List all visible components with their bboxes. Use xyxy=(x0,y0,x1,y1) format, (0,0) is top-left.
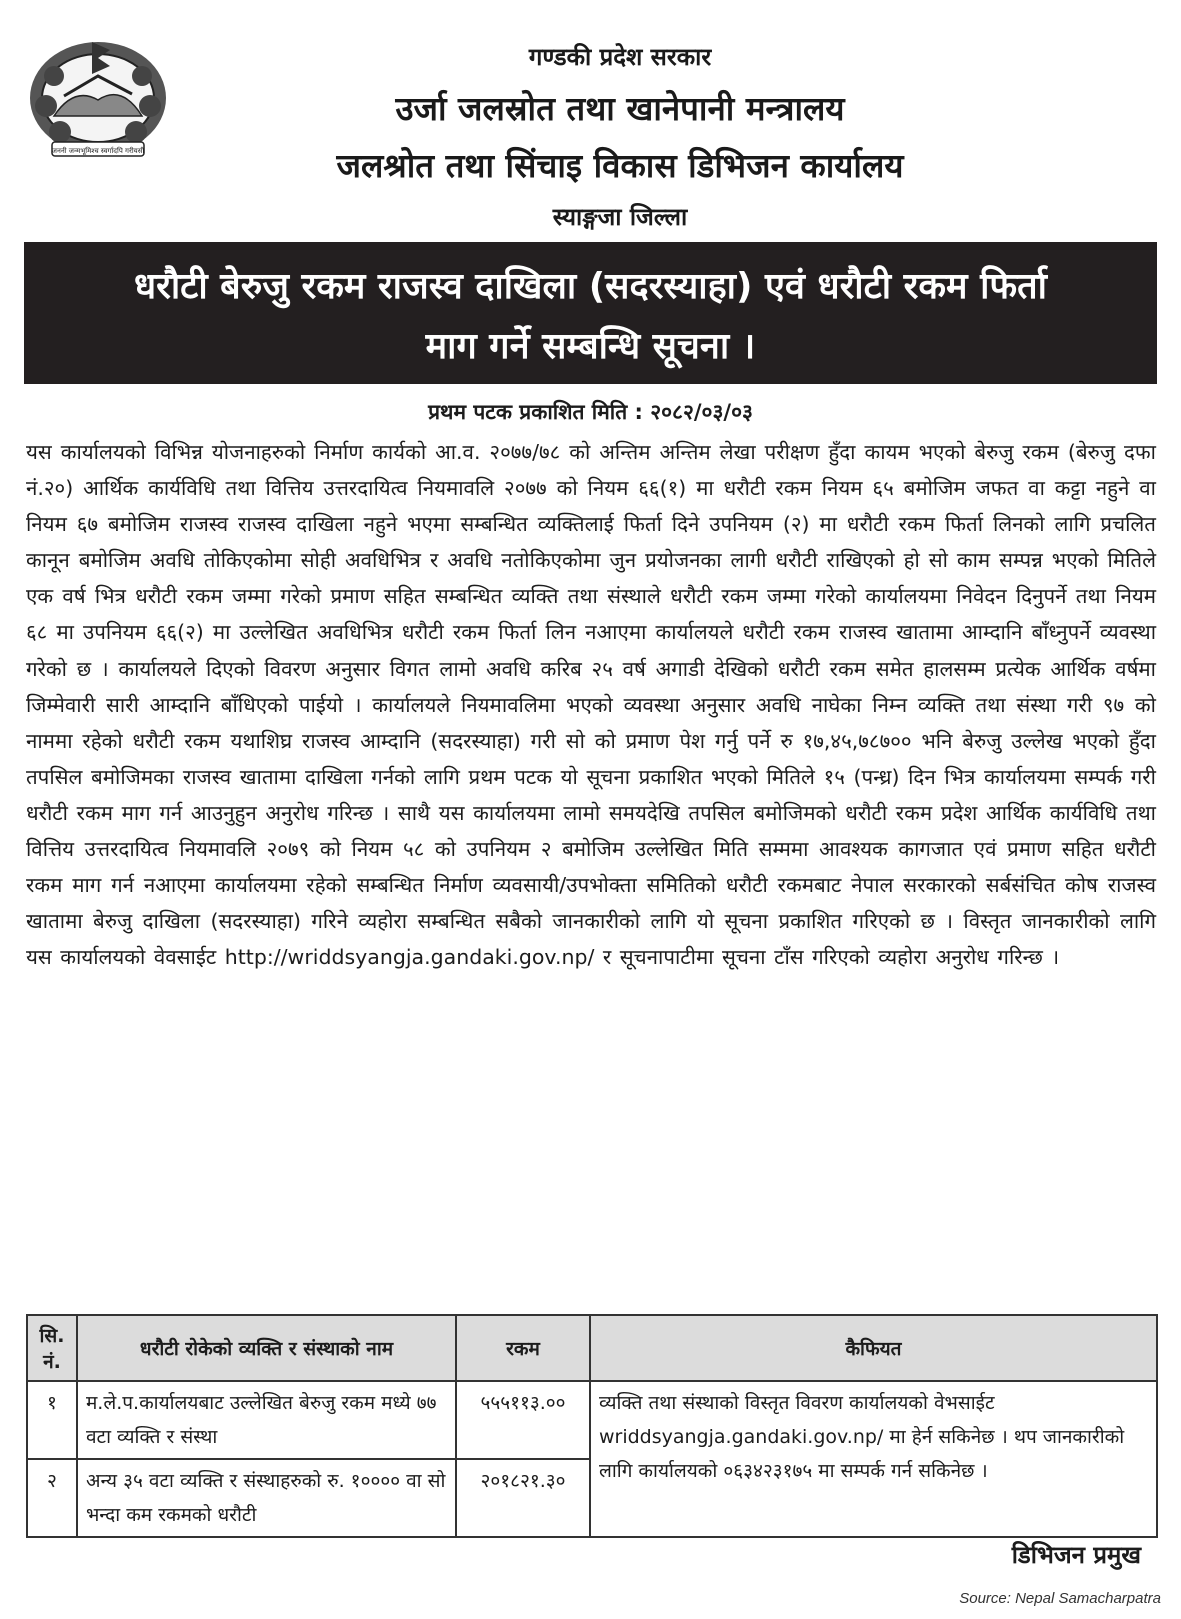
cell-amount: ५५५११३.०० xyxy=(456,1381,590,1459)
ministry-name: उर्जा जलस्रोत तथा खानेपानी मन्त्रालय xyxy=(395,89,845,128)
table-header-row xyxy=(27,1315,1157,1381)
nepal-government-emblem-icon xyxy=(24,36,172,164)
notice-body: यस कार्यालयको विभिन्न योजनाहरुको निर्माण कार्यको आ.व. २०७७/७८ को अन्तिम अन्तिम लेखा परीक्षण हुँदा कायम भएको बेरुजु रकम (बेरुजु दफा नं.२०) आर्थिक कार्यविधि तथा वित्तिय उत्तरदायित्व नियमावलि २०७७ को नियम ६६(१) मा धरौटी रकम नियम ६५ बमोजिम जफत वा कट्टा नहुने वा नियम ६७ बमोजिम राजस्व राजस्व दाखिला नहुने भएमा सम्बन्धित व्यक्तिलाई फिर्ता दिने उपनियम (२) मा धरौटी रकम फिर्ता लिनको लागि प्रचलित कानून बमोजिम अवधि तोकिएकोमा सोही अवधिभित्र र अवधि नतोकिएकोमा जुन प्रयोजनका लागी धरौटी राखिएको हो सो काम सम्पन्न भएको मितिले एक वर्ष भित्र धरौटी रकम जम्मा गरेको प्रमाण सहित सम्बन्धित व्यक्ति तथा संस्थाले धरौटी रकम जम्मा गरेको कार्यालयमा निवेदन दिनुपर्ने तथा नियम ६८ मा उपनियम ६६(२) मा उल्लेखित अवधिभित्र धरौटी रकम फिर्ता लिन नआएमा कार्यालयले धरौटी रकम राजस्व खातामा आम्दानि बाँध्नुपर्ने व्यवस्था गरेको छ । कार्यालयले दिएको विवरण अनुसार विगत लामो अवधि करिब २५ वर्ष अगाडी देखिको धरौटी रकम समेत हालसम्म प्रत्येक आर्थिक वर्षमा जिम्मेवारी सारी आम्दानि बाँधिएको पाईयो । कार्यालयले नियमावलिमा भएको व्यवस्था अनुसार अवधि नाघेका निम्न व्यक्ति तथा संस्था गरी ९७ को नाममा रहेको धरौटी रकम यथाशिघ्र राजस्व आम्दानि (सदरस्याहा) गरी सो को प्रमाण पेश गर्नु पर्ने रु १७,४५,७८७०० भनि बेरुजु उल्लेख भएको हुँदा तपसिल बमोजिमका राजस्व खातामा दाखिला गर्नको लागि प्रथम पटक यो सूचना प्रकाशित भएको मितिले १५ (पन्ध्र) दिन भित्र कार्यालयमा सम्पर्क गरी धरौटी रकम माग गर्न आउनुहुन अनुरोध गरिन्छ । साथै यस कार्यालयमा लामो समयदेखि तपसिल बमोजिमको धरौटी रकम प्रदेश आर्थिक कार्यविधि तथा वित्तिय उत्तरदायित्व नियमावलि २०७९ को नियम ५८ को उपनियम २ बमोजिम उल्लेखित मिति सम्ममा आवश्यक कागजात एवं प्रमाण सहित धरौटी रकम माग गर्न नआएमा कार्यालयमा रहेको सम्बन्धित निर्माण व्यवसायी/उपभोक्ता समितिको धरौटी रकमबाट नेपाल सरकारको सर्बसंचित कोष राजस्व खातामा बेरुजु दाखिला (सदरस्याहा) गरिने व्यहोरा सम्बन्धित सबैको जानकारीको लागि यो सूचना प्रकाशित गरिएको छ । विस्तृत जानकारीको लागि यस कार्यालयको वेवसाईट http://wriddsyangja.gandaki.gov.np/ र सूचनापाटीमा सूचना टाँस गरिएको व्यहोरा अनुरोध गरिन्छ । xyxy=(26,440,1156,970)
publication-date: प्रथम पटक प्रकाशित मिति : २०८२/०३/०३ xyxy=(428,400,753,424)
notice-title-line2: माग गर्ने सम्बन्धि सूचना । xyxy=(425,326,756,367)
source-credit: Source: Nepal Samacharpatra xyxy=(959,1590,1161,1607)
government-name: गण्डकी प्रदेश सरकार xyxy=(528,43,712,71)
district-name: स्याङ्गजा जिल्ला xyxy=(552,203,688,231)
deposit-table xyxy=(26,1314,1158,1538)
cell-remarks: व्यक्ति तथा संस्थाको विस्तृत विवरण कार्यालयको वेभसाईट wriddsyangja.gandaki.gov.np/ मा हेर्न सकिनेछ । थप जानकारीको लागि कार्यालयको ०६३४२३१७५ मा सम्पर्क गर्न सकिनेछ । xyxy=(590,1381,1157,1537)
notice-title-line1: धरौटी बेरुजु रकम राजस्व दाखिला (सदरस्याहा) एवं धरौटी रकम फिर्ता xyxy=(133,266,1047,307)
cell-name: म.ले.प.कार्यालयबाट उल्लेखित बेरुजु रकम मध्ये ७७ वटा व्यक्ति र संस्था xyxy=(77,1381,456,1459)
cell-name: अन्य ३५ वटा व्यक्ति र संस्थाहरुको रु. १०००० वा सो भन्दा कम रकमको धरौटी xyxy=(77,1459,456,1537)
notice-title-banner xyxy=(24,242,1157,384)
table-row xyxy=(27,1381,1157,1459)
header-name: धरौटी रोकेको व्यक्ति र संस्थाको नाम xyxy=(77,1315,456,1381)
header-serial: सि. नं. xyxy=(27,1315,77,1381)
cell-amount: २०१८२१.३० xyxy=(456,1459,590,1537)
cell-serial: २ xyxy=(27,1459,77,1537)
cell-serial: १ xyxy=(27,1381,77,1459)
signature-title: डिभिजन प्रमुख xyxy=(1011,1541,1141,1569)
header-remarks: कैफियत xyxy=(590,1315,1157,1381)
office-name: जलश्रोत तथा सिंचाइ विकास डिभिजन कार्यालय xyxy=(336,146,904,185)
emblem-caption: जननी जन्मभूमिश्च स्वर्गादपि गरीयसी xyxy=(51,147,145,155)
header-amount: रकम xyxy=(456,1315,590,1381)
